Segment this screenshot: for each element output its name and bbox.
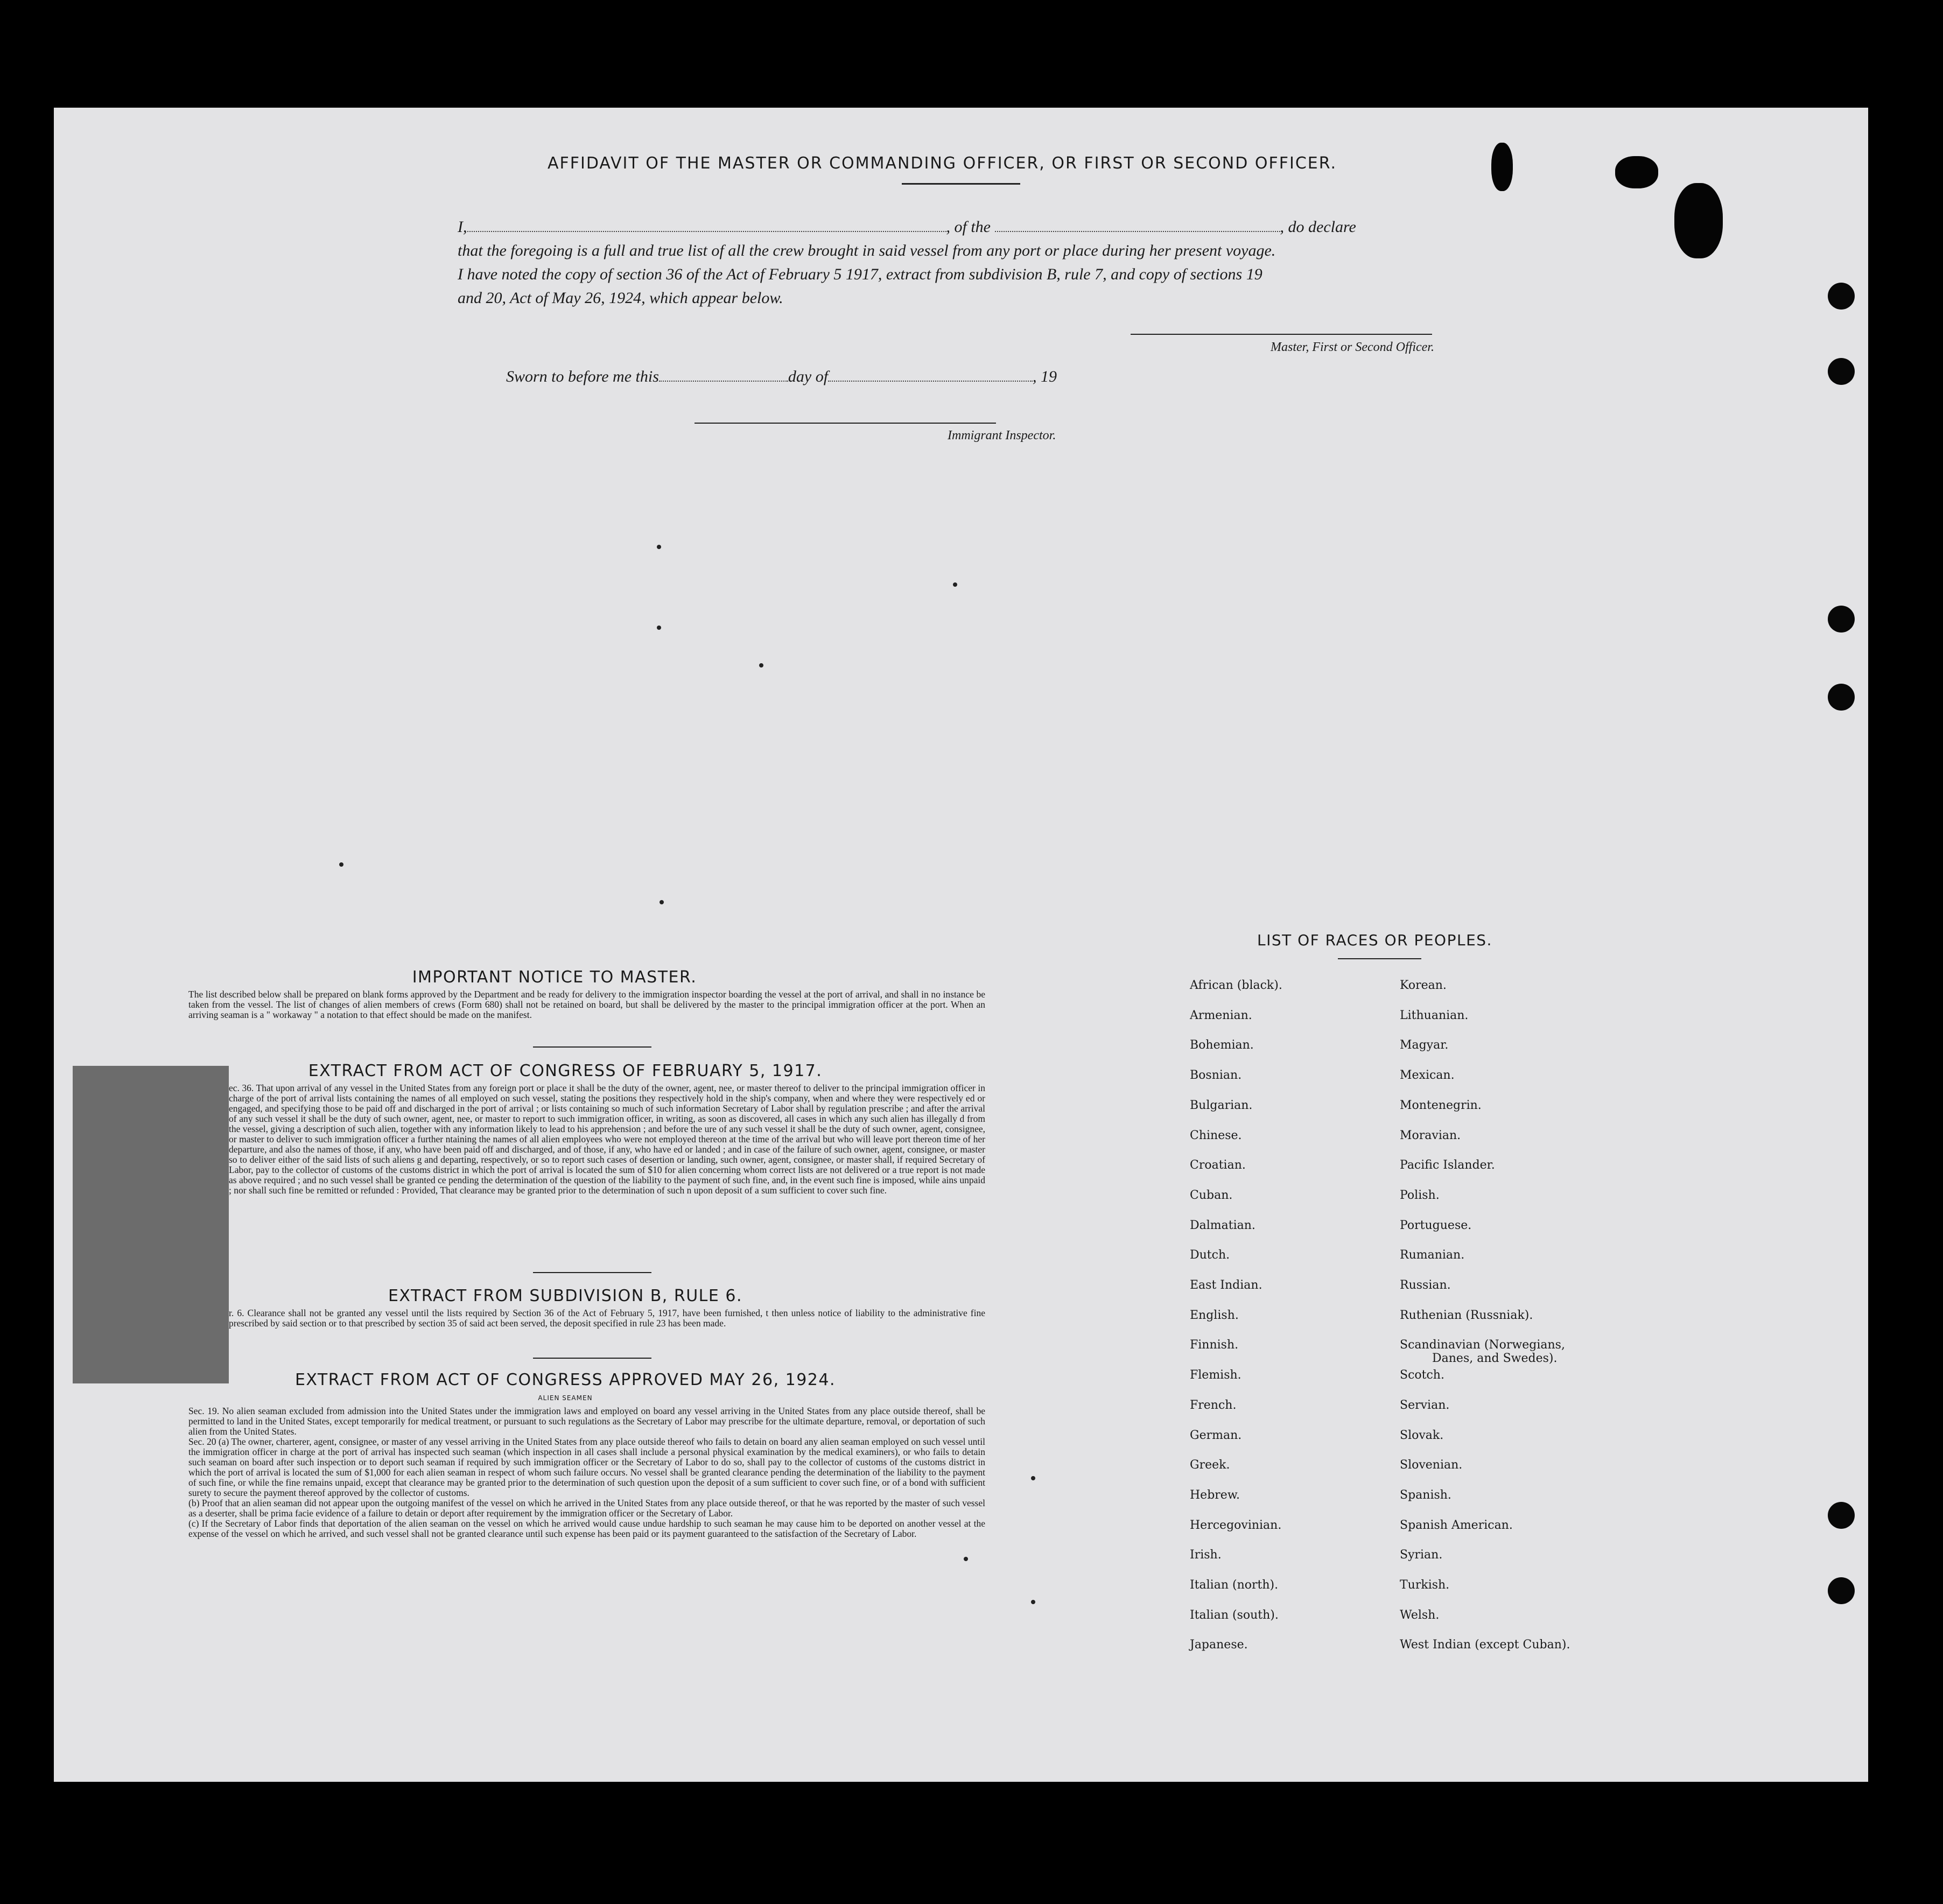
sworn-start: Sworn to before me this [506, 368, 659, 385]
alien-seamen-subtitle: ALIEN SEAMEN [538, 1394, 593, 1402]
binder-hole [1828, 358, 1855, 385]
speck [657, 626, 661, 630]
race-pacific-islander: Pacific Islander. [1400, 1158, 1495, 1172]
speck [953, 582, 957, 587]
race-greek: Greek. [1190, 1458, 1230, 1472]
notice-text: The list described below shall be prepared on blank forms approved by the Department and be ready for delivery to the immigration inspector boarding the vessel at the port of arrival, and shall in no instance be taken from the vessel. The list of changes of alien members of crews (Form 680) shall not be retained on board, but shall be delivered by the master to the principal immigration officer at the port. When an arriving seaman is a " workaway " a notation to that effect should be made on the manifest. [188, 989, 985, 1020]
race-magyar: Magyar. [1400, 1038, 1449, 1052]
sworn-month-blank[interactable] [828, 368, 1033, 382]
declaration-of-the: , of the [946, 218, 991, 236]
sworn-line [506, 365, 1260, 389]
race-spanish-american: Spanish American. [1400, 1518, 1513, 1532]
notice-title: IMPORTANT NOTICE TO MASTER. [412, 968, 697, 987]
race-dutch: Dutch. [1190, 1248, 1230, 1262]
race-croatian: Croatian. [1190, 1158, 1246, 1172]
races-title: LIST OF RACES OR PEOPLES. [1257, 931, 1492, 949]
declaration-line-1 [458, 215, 1534, 239]
races-rule [1338, 958, 1421, 959]
speck [339, 862, 343, 867]
race-east-indian: East Indian. [1190, 1278, 1262, 1292]
race-syrian: Syrian. [1400, 1548, 1443, 1562]
race-dalmatian: Dalmatian. [1190, 1218, 1255, 1232]
speck [660, 900, 664, 904]
sec-20a: Sec. 20 (a) The owner, charterer, agent, consignee, or master of any vessel arriving in the United States from any place outside thereof who fails to detain on board any alien seaman employed on such vessel until the immigration officer in charge at the port of arrival has inspected such seaman (which inspection in all cases shall include a personal physical examination by the medical examiners), or who fails to detain such seaman on board after such inspection or to deport such seaman if required by such immigration officer or the Secretary of Labor to do so, shall pay to the collector of customs of the customs district in which the port of arrival is located the sum of $1,000 for each alien seaman in respect of whom such failure occurs. No vessel shall be granted clearance pending the determination of the liability to the payment of such fine, or while the fine remains unpaid, except that clearance may be granted prior to the determination of such question upon the deposit of a sum sufficient to cover such fine, or of a bond with sufficient surety to secure the payment thereof approved by the collector of customs. [188, 1436, 985, 1498]
extract-1917-title: EXTRACT FROM ACT OF CONGRESS OF FEBRUARY 5, 1917. [308, 1062, 823, 1080]
inspector-label: Immigrant Inspector. [948, 428, 1056, 442]
master-signature-label: Master, First or Second Officer. [1271, 340, 1434, 354]
sworn-year: , 19 [1033, 368, 1057, 385]
speck [1031, 1600, 1035, 1604]
race-japanese: Japanese. [1190, 1638, 1248, 1652]
race-lithuanian: Lithuanian. [1400, 1008, 1469, 1022]
declaration-do-declare: , do declare [1280, 218, 1356, 236]
master-signature-line[interactable] [1131, 334, 1432, 335]
race-hercegovinian: Hercegovinian. [1190, 1518, 1282, 1532]
sworn-day-blank[interactable] [659, 368, 788, 382]
race-german: German. [1190, 1428, 1242, 1442]
speck [1031, 1476, 1035, 1480]
inspector-signature-line[interactable] [695, 423, 996, 424]
binder-hole [1828, 1502, 1855, 1529]
rule-6-text: r. 6. Clearance shall not be granted any vessel until the lists required by Section 36 of the Act of February 5, 1917, have been furnished, t then unless notice of liability to the administrative fine prescribed by said section or to that prescribed by section 35 of said act been served, the deposit specified in rule 23 has been made. [229, 1308, 985, 1329]
race-polish: Polish. [1400, 1188, 1440, 1202]
race-bohemian: Bohemian. [1190, 1038, 1254, 1052]
binder-hole [1828, 283, 1855, 310]
sec-20c: (c) If the Secretary of Labor finds that deportation of the alien seaman on the vessel on which he arrived would cause undue hardship to such seaman he may cause him to be deported on another vessel at the expense of the vessel on which he arrived, and such vessel shall not be granted clearance until such expense has been paid or its payment guaranteed to the satisfaction of the Secretary of Labor. [188, 1518, 985, 1539]
race-spanish: Spanish. [1400, 1488, 1451, 1502]
binder-hole [1828, 1577, 1855, 1604]
race-bosnian: Bosnian. [1190, 1069, 1242, 1083]
name-blank[interactable] [467, 218, 946, 232]
rule-6-rule [533, 1358, 651, 1359]
binder-hole [1828, 606, 1855, 633]
race-finnish: Finnish. [1190, 1338, 1239, 1352]
race-rumanian: Rumanian. [1400, 1248, 1465, 1262]
race-west-indian-except-cuban: West Indian (except Cuban). [1400, 1638, 1570, 1652]
speck [964, 1557, 968, 1561]
race-english: English. [1190, 1308, 1239, 1322]
race-scandinavian-norwegians: Scandinavian (Norwegians, [1400, 1338, 1565, 1352]
sworn-day-of: day of [788, 368, 829, 385]
race-portuguese: Portuguese. [1400, 1218, 1472, 1232]
sec-19: Sec. 19. No alien seaman excluded from admission into the United States under the immigration laws and employed on board any vessel arriving in the United States from any place outside thereof, shall be permitted to land in the United States, except temporarily for medical treatment, or pursuant to such regulations as the Secretary of Labor may prescribe for the ultimate departure, removal, or deportation of such alien from the United States. [188, 1406, 985, 1437]
declaration-i: I, [458, 218, 467, 236]
extract-1917-rule [533, 1272, 651, 1273]
declaration-line-2: that the foregoing is a full and true list of all the crew brought in said vessel from any port or place during her present voyage. [458, 242, 1276, 259]
race-servian: Servian. [1400, 1398, 1450, 1412]
race-italian-south: Italian (south). [1190, 1608, 1279, 1622]
ink-blot [1674, 183, 1723, 258]
race-right-extra: Danes, and Swedes). [1432, 1352, 1558, 1366]
extract-1924-title: EXTRACT FROM ACT OF CONGRESS APPROVED MAY 26, 1924. [294, 1371, 836, 1389]
extract-1917-text: ec. 36. That upon arrival of any vessel in the United States from any foreign port or place it shall be the duty of the owner, agent, nee, or master thereof to deliver to the principal immigration officer in charge of the port of arrival lists containing the names of all employed on such vessel, stating the positions they respectively hold in the ship's company, when and where they were respectively ed or engaged, and specifying those to be paid off and discharged in the port of arrival ; or lists containing so much of such information Secretary of Labor shall by regulation prescribe ; and after the arrival of any such vessel it shall be the duty of such owner, agent, nee, or master to report to such immigration officer, in writing, as soon as discovered, all cases in which any such alien has illegally d from the vessel, giving a description of such alien, together with any information likely to lead to his apprehension ; and before the ure of any such vessel it shall be the duty of such owner, agent, consignee, or master to deliver to such immigration officer a further ntaining the names of all alien employees who were not employed thereon at the time of the arrival but who will leave port thereon time of her departure, and also the names of those, if any, who have been paid off and discharged, and of those, if any, who have ed or landed ; and in case of the failure of such owner, agent, consignee, or master so to deliver either of the said lists of such aliens g and departing, respectively, or so to report such cases of desertion or landing, such owner, agent, consignee, or master shall, if required Secretary of Labor, pay to the collector of customs of the customs district in which the port of arrival is located the sum of $10 for alien concerning whom correct lists are not delivered or a true report is not made as above required ; and no such vessel shall be granted ce pending the determination of the question of the liability to the payment of such fine, and, in the event such fine is imposed, while ains unpaid ; nor shall such fine be remitted or refunded : Provided, That clearance may be granted prior to the determination of such n upon deposit of a sum sufficient to cover such fine. [229, 1083, 985, 1196]
race-chinese: Chinese. [1190, 1128, 1242, 1142]
race-hebrew: Hebrew. [1190, 1488, 1240, 1502]
race-russian: Russian. [1400, 1278, 1451, 1292]
declaration-line-3: I have noted the copy of section 36 of the Act of February 5 1917, extract from subdivision B, rule 7, and copy of sections 19 [458, 265, 1262, 283]
race-ruthenian-russniak: Ruthenian (Russniak). [1400, 1308, 1533, 1322]
sec-20b: (b) Proof that an alien seaman did not appear upon the outgoing manifest of the vessel on which he arrived in the United States from any place outside thereof, or that he was reported by the master of such vessel as a deserter, shall be prima facie evidence of a failure to detain or deport after requirement by the immigration officer or the Secretary of Labor. [188, 1498, 985, 1519]
race-scotch: Scotch. [1400, 1368, 1444, 1382]
speck [657, 545, 661, 549]
speck [759, 663, 763, 668]
affidavit-title: AFFIDAVIT OF THE MASTER OR COMMANDING OFFICER, OR FIRST OR SECOND OFFICER. [547, 154, 1337, 173]
race-montenegrin: Montenegrin. [1400, 1098, 1482, 1112]
race-african-black: African (black). [1190, 979, 1282, 992]
race-cuban: Cuban. [1190, 1188, 1233, 1202]
race-flemish: Flemish. [1190, 1368, 1241, 1382]
ink-blot [1615, 156, 1658, 188]
tape-patch [73, 1066, 229, 1383]
document-sheet [54, 108, 1868, 1782]
race-moravian: Moravian. [1400, 1128, 1461, 1142]
ink-blot [1491, 143, 1513, 191]
race-italian-north: Italian (north). [1190, 1578, 1279, 1592]
rule-6-title: EXTRACT FROM SUBDIVISION B, RULE 6. [388, 1287, 743, 1305]
race-slovenian: Slovenian. [1400, 1458, 1463, 1472]
race-irish: Irish. [1190, 1548, 1222, 1562]
declaration-line-4: and 20, Act of May 26, 1924, which appear below. [458, 289, 783, 307]
binder-hole [1828, 684, 1855, 711]
race-turkish: Turkish. [1400, 1578, 1450, 1592]
vessel-blank[interactable] [995, 218, 1280, 232]
race-french: French. [1190, 1398, 1237, 1412]
extract-1924-text [188, 1406, 985, 1539]
race-mexican: Mexican. [1400, 1069, 1455, 1083]
race-armenian: Armenian. [1190, 1008, 1252, 1022]
race-welsh: Welsh. [1400, 1608, 1440, 1622]
race-bulgarian: Bulgarian. [1190, 1098, 1253, 1112]
race-korean: Korean. [1400, 979, 1447, 992]
notice-rule [533, 1046, 651, 1048]
title-rule [902, 183, 1020, 185]
race-slovak: Slovak. [1400, 1428, 1444, 1442]
